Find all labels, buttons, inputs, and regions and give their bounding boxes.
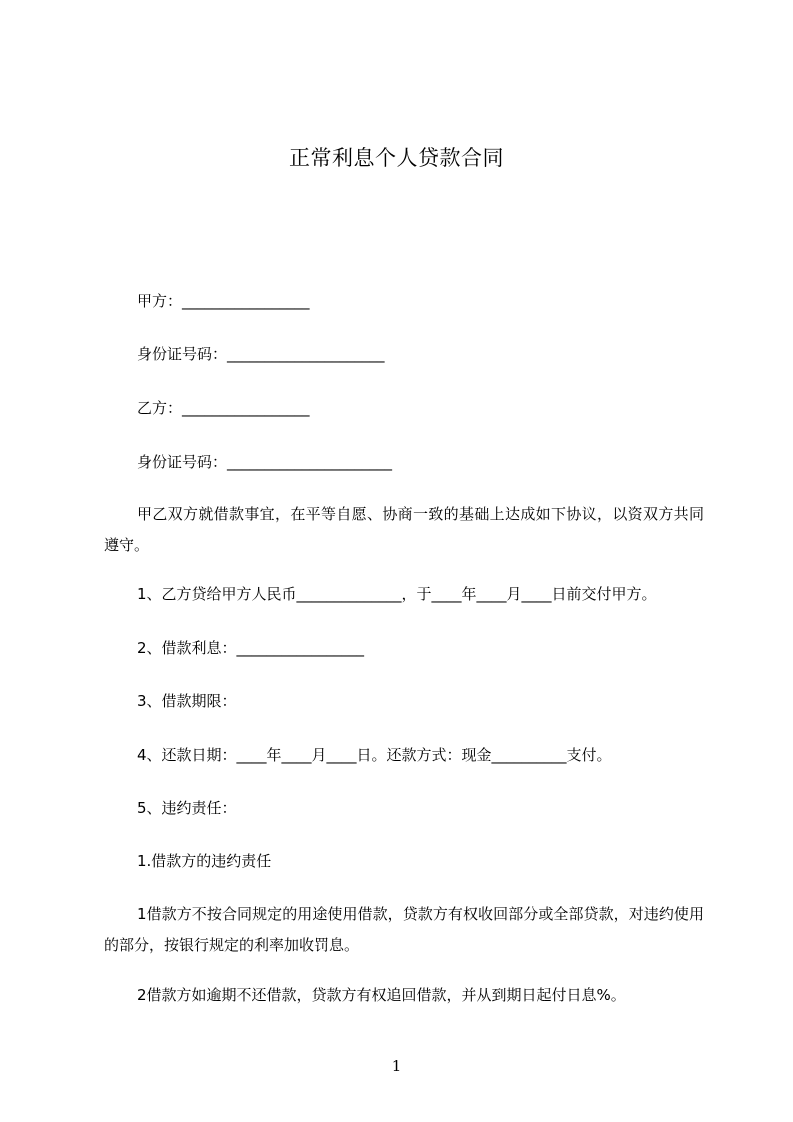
page-number: 1 xyxy=(391,1057,402,1075)
party-a-id-field: 身份证号码：_____________________ xyxy=(137,345,385,363)
party-b-field: 乙方：_________________ xyxy=(137,399,310,417)
clause-2: 2、借款利息：_________________ xyxy=(137,639,365,657)
clause-4: 4、还款日期：____年____月____日。还款方式：现金__________支付。 xyxy=(137,746,612,764)
document-title: 正常利息个人贷款合同 xyxy=(289,146,504,170)
clause-1: 1、乙方贷给甲方人民币______________，于____年____月____日前交付甲方。 xyxy=(137,585,657,603)
sub-clause-1: 1借款方不按合同规定的用途使用借款，贷款方有权收回部分或全部贷款，对违约使用的部分，按银行规定的利率加收罚息。 xyxy=(104,905,704,954)
intro-paragraph: 甲乙双方就借款事宜，在平等自愿、协商一致的基础上达成如下协议，以资双方共同遵守。 xyxy=(104,505,704,554)
sub-clause-2: 2借款方如逾期不还借款，贷款方有权追回借款，并从到期日起付日息%。 xyxy=(137,986,626,1004)
clause-3: 3、借款期限： xyxy=(137,692,237,710)
party-a-field: 甲方：_________________ xyxy=(137,292,310,310)
clause-5: 5、违约责任： xyxy=(137,799,237,817)
subsection-title: 1.借款方的违约责任 xyxy=(137,852,272,870)
party-b-id-field: 身份证号码：______________________ xyxy=(137,453,393,471)
